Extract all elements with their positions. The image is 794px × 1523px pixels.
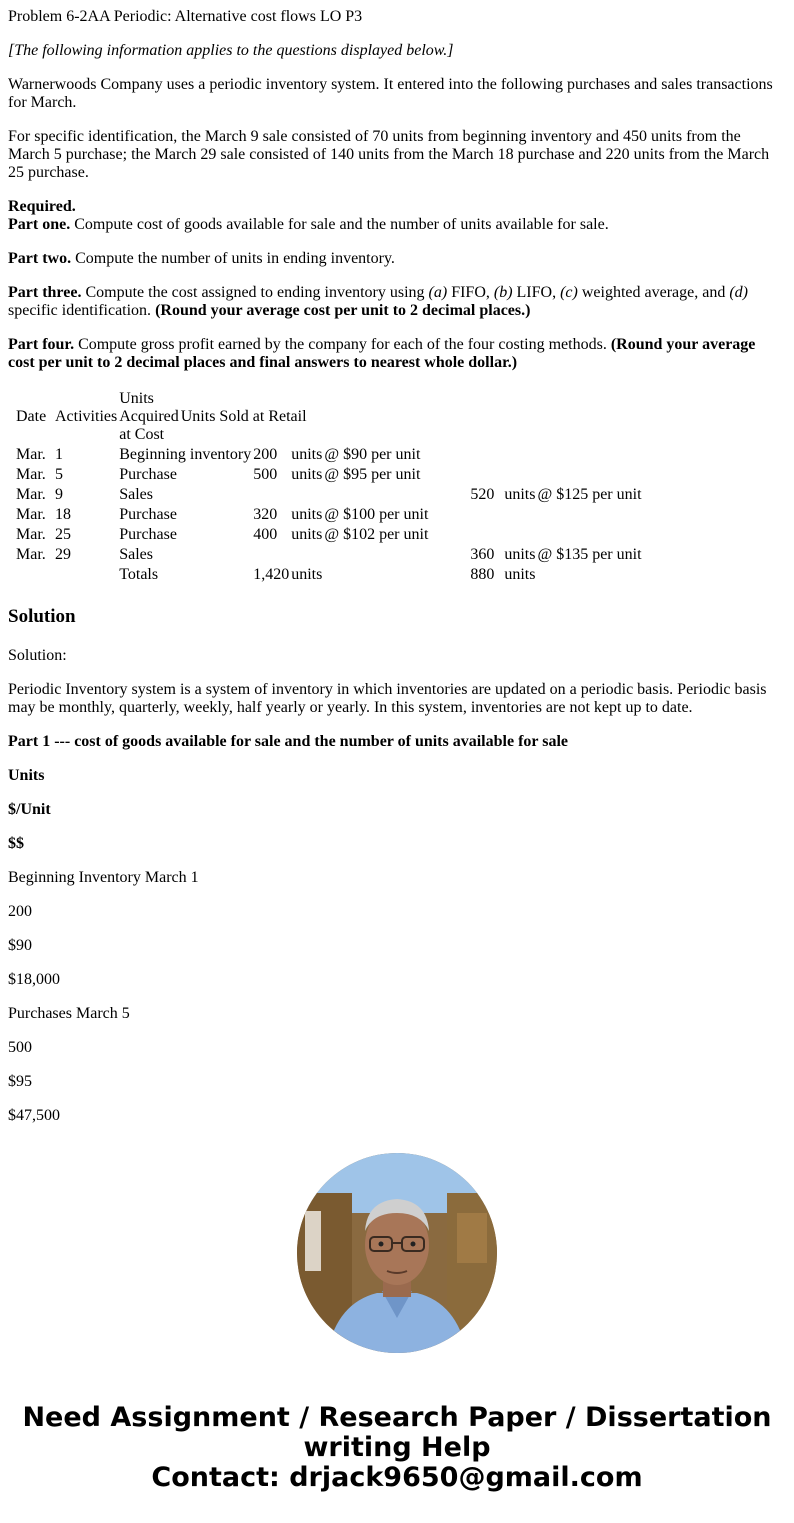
part1-heading-text: Part 1 --- cost of goods available for sale and the number of units available for sale (8, 733, 568, 750)
portrait-image (297, 1153, 497, 1353)
solution-label: Solution: (8, 647, 67, 664)
specific-identification-paragraph: For specific identification, the March 9 sale consisted of 70 units from beginning inventory and 450 units from the March 5 purchase; the March 29 sale consisted of 140 units from the March 18 purchase and 220 units from the March 25 purchase. (8, 128, 770, 181)
cell-unit-cost: @ $90 per unit (324, 446, 421, 463)
cell-units-acquired (253, 546, 289, 564)
cell-unit-cost: @ $95 per unit (324, 466, 421, 483)
part-four-note: (Round your average cost per unit to 2 decimal places and final answers to nearest whole dollar.) (8, 336, 756, 371)
part-two-label: Part two. (8, 250, 72, 267)
part1-heading (8, 733, 786, 751)
header-date: Date (16, 408, 47, 425)
cell-empty (537, 566, 641, 584)
header-activities: Activities (55, 408, 118, 425)
cell-retail-price: @ $125 per unit (537, 486, 642, 503)
cell-empty (55, 566, 117, 584)
required-label: Required. (8, 198, 76, 215)
column-units-label: Units (8, 767, 45, 784)
cell-activity: Beginning inventory (119, 446, 252, 463)
cell-units-acquired (253, 486, 289, 504)
cell-units-sold (470, 526, 502, 544)
option-c: (c) (560, 284, 578, 301)
solution-line: 500 (8, 1039, 32, 1056)
cell-month: Mar. (16, 506, 46, 523)
cell-day: 25 (55, 526, 71, 543)
cell-units-sold (470, 466, 502, 484)
cell-units-sold (470, 446, 502, 464)
header-units-sold: Units Sold at Retail (180, 408, 307, 425)
cell-units-acquired: 200 (253, 446, 278, 463)
cell-unit-cost (324, 546, 468, 564)
table-row (16, 546, 642, 564)
totals-units-sold-label: units (504, 566, 536, 583)
cell-day: 18 (55, 506, 71, 523)
part-two (8, 250, 786, 268)
cell-units-acquired: 400 (253, 526, 278, 543)
cell-month: Mar. (16, 526, 46, 543)
cell-activity: Sales (119, 546, 153, 563)
part-one-text: Compute cost of goods available for sale and the number of units available for sale. (70, 216, 609, 233)
option-d: (d) (729, 284, 748, 301)
option-a: (a) (428, 284, 448, 301)
footer-advert (0, 1403, 794, 1493)
part-three-note: (Round your average cost per unit to 2 decimal places.) (155, 302, 531, 319)
totals-label: Totals (119, 566, 159, 583)
solution-line: 200 (8, 903, 32, 920)
cell-unit-cost (324, 486, 468, 504)
cell-empty (16, 566, 53, 584)
transactions-table (14, 388, 644, 586)
cell-activity: Sales (119, 486, 153, 503)
cell-month: Mar. (16, 486, 46, 503)
part-three-label: Part three. (8, 284, 82, 301)
solution-line: $95 (8, 1073, 32, 1090)
intro-paragraph: Warnerwoods Company uses a periodic inventory system. It entered into the following purchases and sales transactions for March. (8, 76, 773, 111)
cell-units-acquired-label: units (291, 446, 323, 463)
solution-line: Purchases March 5 (8, 1005, 130, 1022)
cell-units-acquired: 500 (253, 466, 278, 483)
part-two-text: Compute the number of units in ending inventory. (71, 250, 395, 267)
cell-units-acquired-label: units (291, 466, 323, 483)
footer-line-2: writing Help (303, 1432, 491, 1463)
cell-day: 9 (55, 486, 63, 503)
required-block (8, 198, 786, 234)
cell-units-acquired-label: units (291, 506, 323, 523)
cell-unit-cost: @ $102 per unit (324, 526, 429, 543)
totals-units-acquired: 1,420 (253, 566, 290, 583)
cell-day: 29 (55, 546, 71, 563)
cell-units-sold-label (504, 526, 535, 544)
solution-heading: Solution (8, 606, 76, 627)
part-three-text: LIFO, (512, 284, 561, 301)
cell-units-sold (470, 506, 502, 524)
totals-row (16, 566, 642, 584)
part-four-label: Part four. (8, 336, 75, 353)
column-units (8, 767, 786, 785)
cell-units-sold-label: units (504, 546, 536, 563)
part-three-text: weighted average, and (577, 284, 730, 301)
cell-activity: Purchase (119, 466, 177, 483)
solution-line: $18,000 (8, 971, 60, 988)
solution-lines (8, 869, 786, 1125)
cell-month: Mar. (16, 466, 46, 483)
part-four (8, 336, 786, 372)
cell-units-acquired-label (291, 486, 322, 504)
table-row (16, 486, 642, 504)
column-dollars-label: $$ (8, 835, 24, 852)
cell-day: 1 (55, 446, 63, 463)
table-row (16, 466, 642, 484)
cell-retail-price (537, 466, 641, 484)
intro-note: [The following information applies to the questions displayed below.] (8, 42, 454, 59)
cell-units-sold-label: units (504, 486, 536, 503)
solution-line: Beginning Inventory March 1 (8, 869, 199, 886)
cell-units-sold: 520 (470, 486, 495, 503)
part-one-label: Part one. (8, 216, 71, 233)
solution-line: $47,500 (8, 1107, 60, 1124)
column-dollars (8, 835, 786, 853)
part-three-text: specific identification. (8, 302, 156, 319)
cell-units-acquired-label: units (291, 526, 323, 543)
solution-line: $90 (8, 937, 32, 954)
cell-retail-price: @ $135 per unit (537, 546, 642, 563)
cell-units-sold-label (504, 506, 535, 524)
column-per-unit-label: $/Unit (8, 801, 51, 818)
cell-units-sold-label (504, 446, 535, 464)
totals-units-sold: 880 (470, 566, 495, 583)
cell-retail-price (537, 446, 641, 464)
cell-activity: Purchase (119, 506, 177, 523)
cell-activity: Purchase (119, 526, 177, 543)
cell-month: Mar. (16, 546, 46, 563)
totals-units-acquired-label: units (291, 566, 323, 583)
part-three (8, 284, 786, 320)
column-per-unit (8, 801, 786, 819)
option-b: (b) (493, 284, 513, 301)
cell-unit-cost: @ $100 per unit (324, 506, 429, 523)
cell-retail-price (537, 526, 641, 544)
part-four-text: Compute gross profit earned by the company for each of the four costing methods. (74, 336, 611, 353)
cell-retail-price (537, 506, 641, 524)
cell-empty (324, 566, 468, 584)
footer-line-1: Need Assignment / Research Paper / Dissertation (22, 1402, 772, 1433)
cell-month: Mar. (16, 446, 46, 463)
table-row (16, 526, 642, 544)
part-three-text: FIFO, (447, 284, 494, 301)
table-body (16, 446, 642, 584)
problem-title: Problem 6-2AA Periodic: Alternative cost flows LO P3 (8, 8, 363, 25)
cell-day: 5 (55, 466, 63, 483)
cell-units-sold-label (504, 466, 535, 484)
table-header-row (16, 390, 642, 444)
solution-paragraph: Periodic Inventory system is a system of inventory in which inventories are updated on a periodic basis. Periodic basis may be monthly, quarterly, weekly, half yearly or yearly. In this system, inventories are not kept up to date. (8, 681, 767, 716)
table-row (16, 506, 642, 524)
cell-units-acquired: 320 (253, 506, 278, 523)
header-units-acquired: Units Acquired at Cost (119, 390, 179, 443)
part-three-text: Compute the cost assigned to ending inventory using (81, 284, 429, 301)
footer-contact: Contact: drjack9650@gmail.com (151, 1462, 643, 1493)
cell-units-acquired-label (291, 546, 322, 564)
author-photo (297, 1153, 497, 1353)
table-row (16, 446, 642, 464)
cell-units-sold: 360 (470, 546, 495, 563)
